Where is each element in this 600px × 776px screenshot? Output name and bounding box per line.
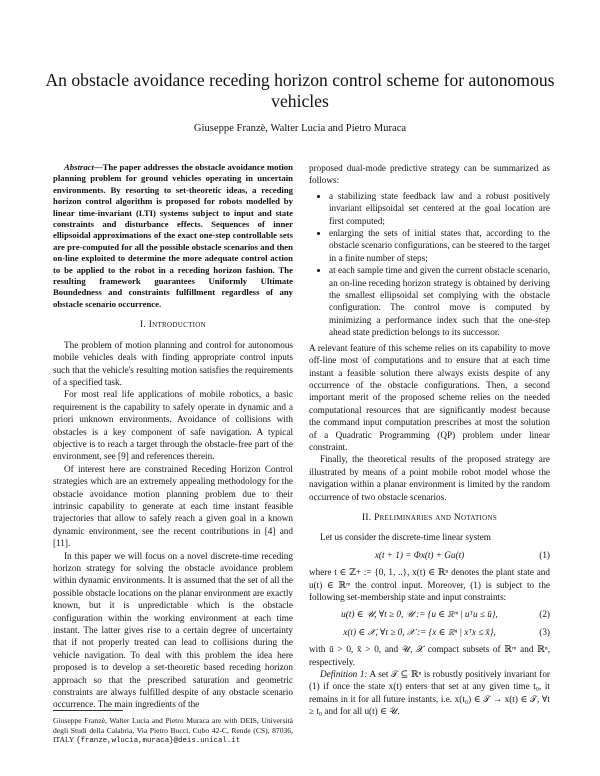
equation-2-number: (2) xyxy=(539,609,550,620)
equation-3 xyxy=(309,626,550,638)
author-footnote xyxy=(53,716,293,747)
equation-1-number: (1) xyxy=(539,549,550,560)
definition-label: Definition 1: xyxy=(320,669,368,680)
left-column xyxy=(53,162,293,711)
footnote-text: Giuseppe Franzè, Walter Lucia and Pietro Muraca are with DEIS, Università degli Studi della Calabria, Via Pietro Bucci, Cubo 42-C, Rende (CS), 87036, ITALY xyxy=(53,716,293,745)
compact-sets-paragraph: with ū > 0, x̄ > 0, and 𝒰, 𝒳 compact subsets of ℝᵐ and ℝⁿ, respectively. xyxy=(309,644,550,667)
abstract-text: —The paper addresses the obstacle avoidance motion planning problem for ground vehicles operating in uncertain environments. By resorting to set-theoretic ideas, a receding horizon control algorithm is proposed for robots modelled by linear time-invariant (LTI) systems subject to input and state constraints and disturbance effects. Sequences of inner ellipsoidal approximations of the exact one-step controllable sets are pre-computed for all the possible obstacle scenarios and then on-line exploited to determine the more adequate control action to be applied to the robot in a receding horizon fashion. The resulting framework guarantees Uniformly Ultimate Boundedness and constraints fulfillment regardless of any obstacle scenario occurrence. xyxy=(53,162,293,309)
abstract-label: Abstract xyxy=(64,162,94,172)
author-list: Giuseppe Franzè, Walter Lucia and Pietro Muraca xyxy=(193,123,407,134)
footnote-rule xyxy=(53,710,123,711)
section-heading-introduction: I. Introduction xyxy=(140,320,206,331)
list-item: • enlarging the sets of initial states that, according to the obstacle scenario configurations, can be steered to the target in a finite number of steps; xyxy=(329,227,550,264)
equation-3-number: (3) xyxy=(539,626,550,637)
feature-paragraph: A relevant feature of this scheme relies on its capability to move off-line most of computations and to ensure that at each time instant a feasible solution there always exists despite of any occurrence of the obstacle configurations. Then, a second important merit of the proposed scheme relies on the needed computational resources that are significantly modest because the command input computation prescribes at most the solution of a Quadratic Programming (QP) problem under linear constraint. xyxy=(309,342,550,452)
paper-title: An obstacle avoidance receding horizon control scheme for autonomous vehicles xyxy=(45,70,555,111)
equation-3-body: x(t) ∈ 𝒳, ∀t ≥ 0, 𝒳 := {x ∈ ℝⁿ | xᵀx ≤ x̄}, xyxy=(343,626,496,637)
abstract xyxy=(53,162,293,310)
equation-2 xyxy=(309,608,550,620)
equation-2-body: u(t) ∈ 𝒰, ∀t ≥ 0, 𝒰 := {u ∈ ℝᵐ | uᵀu ≤ ū}, xyxy=(341,609,498,620)
constraints-paragraph: where t ∈ ℤ+ := {0, 1, ..}, x(t) ∈ ℝⁿ denotes the plant state and u(t) ∈ ℝᵐ the control input. Moreover, (1) is subject to the following set-membership state and input constraints: xyxy=(309,567,550,602)
equation-1 xyxy=(309,549,550,561)
intro-paragraph-1: The problem of motion planning and control for autonomous mobile vehicles deals with finding appropriate control inputs such that the vehicle's resulting motion satisfies the requirements of a specified task. xyxy=(53,339,293,387)
intro-paragraph-3: Of interest here are constrained Receding Horizon Control strategies which are an extremely appealing methodology for the obstacle avoidance motion planning problem due to their intrinsic capability to generate at each time instant feasible trajectories that allow to safely reach a given goal in a known dynamic environment, see the recent contributions in [4] and [11]. xyxy=(53,463,293,549)
definition-text: A set 𝒯 ⊆ ℝⁿ is robustly positively invariant for (1) if once the state x(t) enters that set at any given time t₀, it remains in it for all future instants, i.e. x(t₀) ∈ 𝒯 → x(t) ∈ 𝒯, ∀t ≥ t₀ and for all u(t) ∈ 𝒰. xyxy=(309,669,550,717)
equation-1-body: x(t + 1) = Φx(t) + Gu(t) xyxy=(374,549,465,560)
system-intro: Let us consider the discrete-time linear system xyxy=(320,532,491,543)
intro-paragraph-4: In this paper we will focus on a novel discrete-time receding horizon strategy for solving the obstacle avoidance problem within dynamic environments. It is assumed that the set of all the possible obstacle locations on the planar environment are exactly known, but it is unpredictable which is the obstacle configuration within the working environment at each time instant. The latter gives rise to a certain degree of uncertainty that if not properly treated can lead to collisions during the vehicle navigation. To deal with this problem the idea here proposed is to develop a set-theoretic based receding horizon approach so that the prescribed saturation and geometric constraints are always fulfilled despite of any obstacle scenario occurrence. The main ingredients of the xyxy=(53,550,293,710)
section-heading-preliminaries: II. Preliminaries and Notations xyxy=(361,512,498,523)
contribution-list xyxy=(309,190,550,339)
intro-paragraph-2: For most real life applications of mobile robotics, a basic requirement is the capability to safely operate in dynamic and a priori unknown environments. Avoidance of collisions with obstacles is a key component of safe navigation. A typical objective is to reach a target through the obstacle-free part of the environment, see [9] and references therein. xyxy=(53,389,293,462)
list-item: • a stabilizing state feedback law and a robust positively invariant ellipsoidal set centered at the goal location are first computed; xyxy=(329,190,550,227)
right-column xyxy=(309,162,550,718)
list-item: • at each sample time and given the current obstacle scenario, an on-line receding horizon strategy is obtained by deriving the smallest ellipsoidal set complying with the obstacle configuration. The control move is computed by minimizing a performance index such that the one-step ahead state prediction belongs to its successor. xyxy=(329,264,550,338)
results-paragraph: Finally, the theoretical results of the proposed strategy are illustrated by means of a point mobile robot model whose the navigation within a planar environment is limited by the random occurrence of two obstacle scenarios. xyxy=(309,454,550,502)
author-emails: {franze,wlucia,muraca}@deis.unical.it xyxy=(76,737,241,746)
summary-intro: proposed dual-mode predictive strategy can be summarized as follows: xyxy=(309,163,550,186)
definition-1 xyxy=(309,668,550,718)
